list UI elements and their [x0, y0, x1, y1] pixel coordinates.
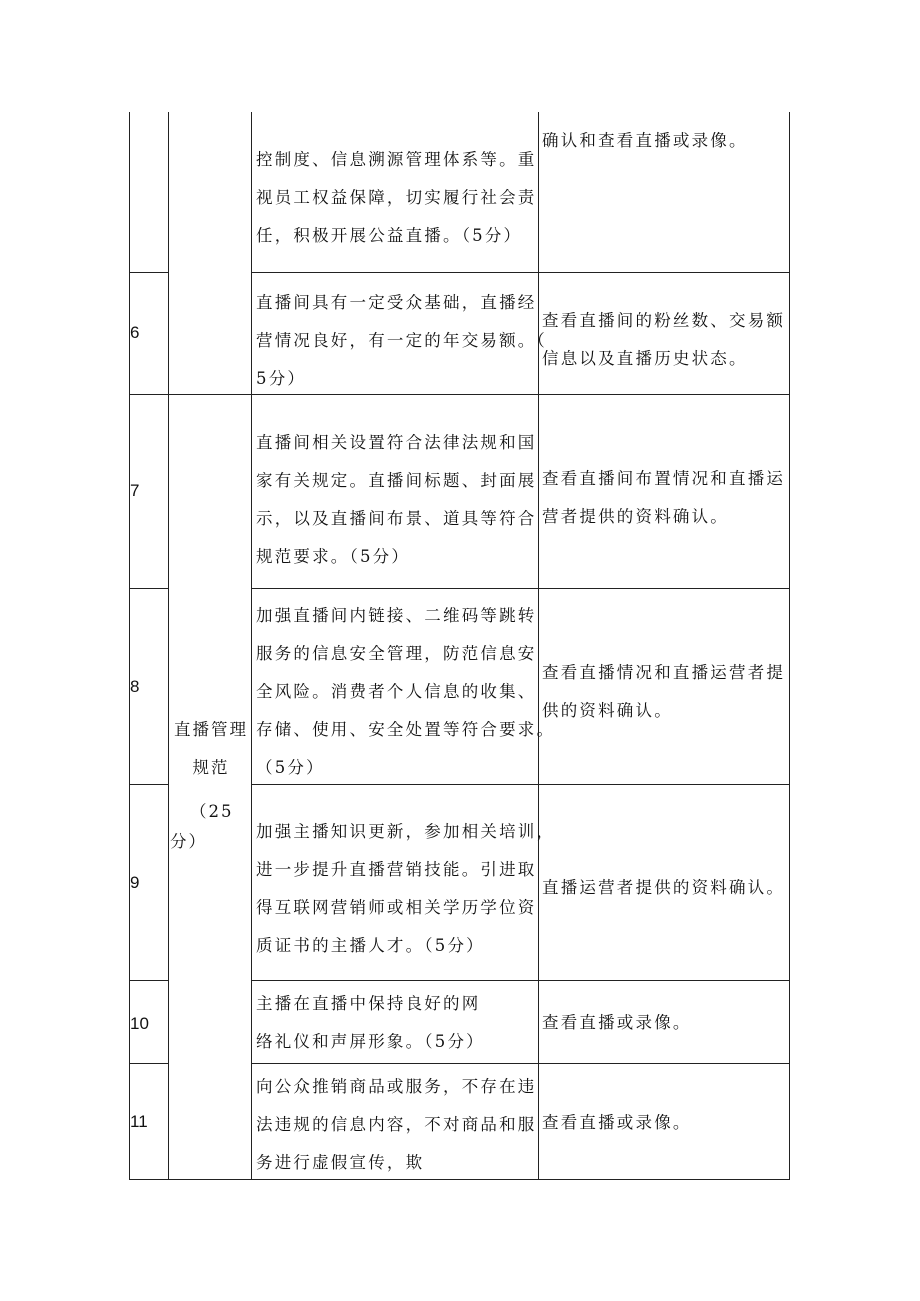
row-divider: [129, 980, 169, 981]
row-number: 8: [130, 677, 140, 696]
row-divider: [251, 272, 790, 273]
row-divider: [129, 272, 169, 273]
requirement-cell: 控制度、信息溯源管理体系等。重 视员工权益保障，切实履行社会责 任，积极开展公益直播。（5分）: [256, 150, 537, 245]
method-cell: 查看直播间布置情况和直播运 营者提供的资料确认。: [542, 469, 786, 526]
requirement-cell: 主播在直播中保持良好的网 络礼仪和声屏形象。（5分）: [256, 994, 485, 1051]
row-number: 10: [130, 1014, 149, 1033]
row-number: 9: [130, 873, 140, 892]
row-divider: [251, 980, 790, 981]
row-divider: [129, 1063, 169, 1064]
category-score: （25 分）: [170, 802, 234, 851]
requirement-cell: 向公众推销商品或服务，不存在违 法违规的信息内容，不对商品和服 务进行虚假宣传，欺: [256, 1077, 537, 1172]
row-number: 6: [130, 323, 140, 342]
method-cell: 查看直播或录像。: [542, 1113, 692, 1132]
method-cell: 查看直播情况和直播运营者提 供的资料确认。: [542, 663, 786, 720]
row-divider: [251, 588, 790, 589]
requirement-cell: 直播间相关设置符合法律法规和国 家有关规定。直播间标题、封面展 示，以及直播间布景、道具等符合 规范要求。（5分）: [256, 433, 537, 566]
method-cell: 查看直播间的粉丝数、交易额 信息以及直播历史状态。: [542, 311, 786, 368]
method-cell: 确认和查看直播或录像。: [542, 131, 748, 150]
requirement-cell: 加强主播知识更新，参加相关培训， 进一步提升直播营销技能。引进取 得互联网营销师或相关学历学位资 质证书的主播人才。（5分）: [256, 822, 556, 955]
row-number: 11: [130, 1112, 148, 1131]
row-divider: [129, 784, 169, 785]
method-cell: 查看直播或录像。: [542, 1013, 692, 1032]
row-divider: [251, 1063, 790, 1064]
category-label: 直播管理 规范: [174, 720, 248, 777]
requirement-cell: 直播间具有一定受众基础，直播经 营情况良好，有一定的年交易额。（ 5分）: [256, 293, 547, 388]
row-divider: [129, 588, 169, 589]
row-number: 7: [130, 481, 140, 500]
requirement-cell: 加强直播间内链接、二维码等跳转 服务的信息安全管理，防范信息安 全风险。消费者个人信息的收集、 存储、使用、安全处置等符合要求。 （5分）: [256, 606, 556, 777]
method-cell: 直播运营者提供的资料确认。: [542, 878, 786, 897]
